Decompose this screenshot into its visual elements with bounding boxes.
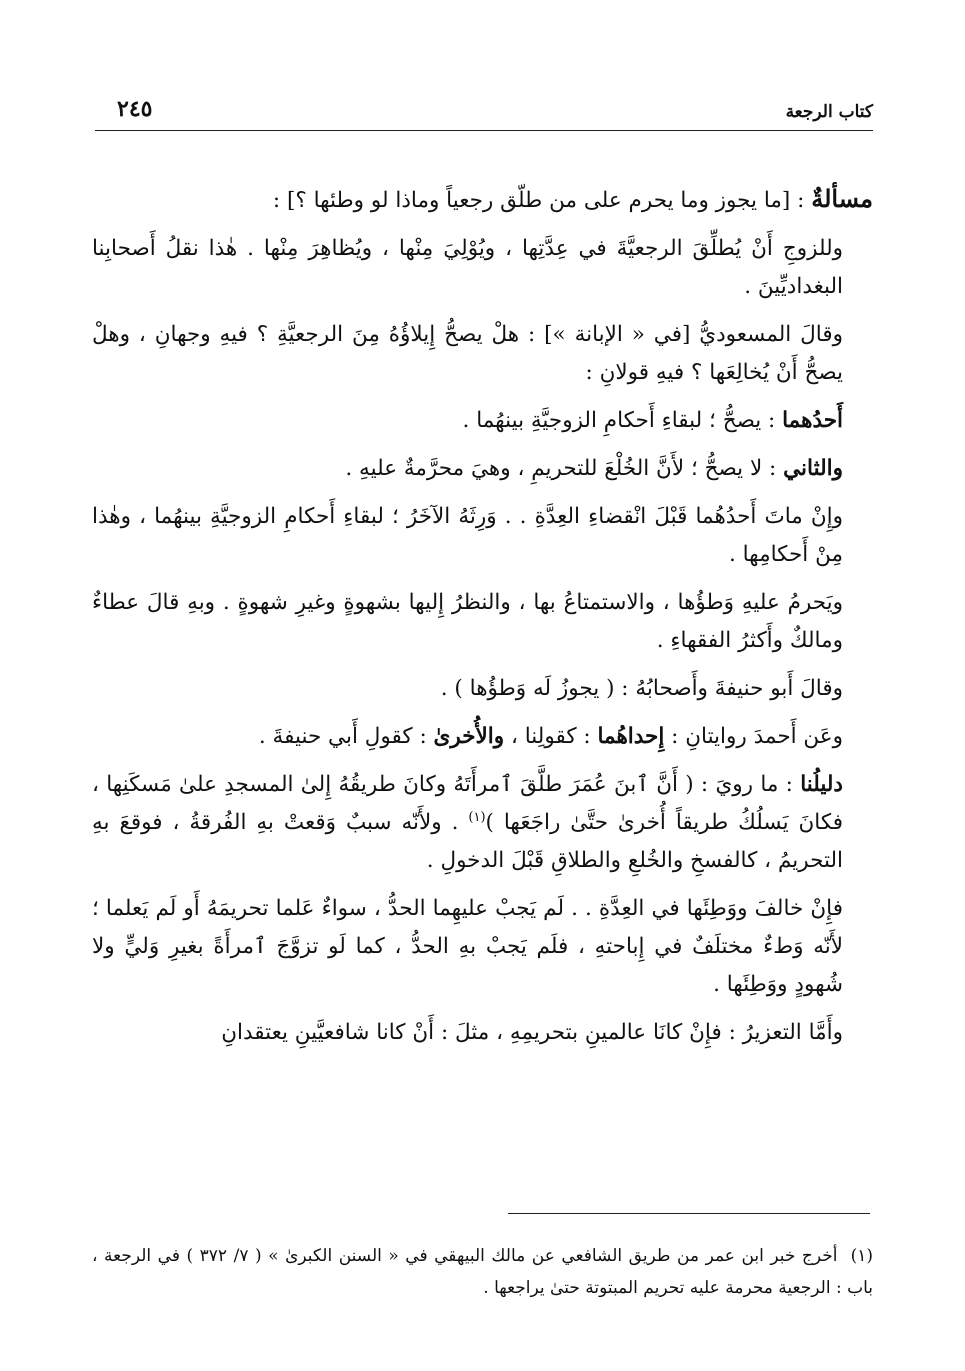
main-text	[92, 180, 873, 1062]
paragraph-10: فإِنْ خالفَ ووَطِئَها في العِدَّةِ . . لَم يَجبْ عليهِما الحدُّ ، سواءٌ عَلما تحريمَهُ أَو لَم يَعلما ؛ لأَنّه وَطءٌ مختلَفٌ في إِباحتهِ ، فلَم يَجبْ بهِ الحدُّ ، كما لَو تزوَّجَ ٱمرأَةً بغيرِ وَليٍّ ولا شُهودٍ ووَطِئَها .	[92, 896, 843, 997]
p3-label: أَحدُهما	[782, 408, 843, 433]
p8-part-c: : كقولِنا ،	[504, 724, 598, 749]
paragraph-9	[92, 766, 873, 880]
footnote-ref[interactable]: (١)	[468, 809, 486, 825]
masala-heading	[92, 180, 873, 220]
p8-part-e: : كقولِ أَبي حنيفةَ .	[258, 724, 434, 749]
paragraph-5: وإِنْ ماتَ أَحدُهُما قَبْلَ انْقضاءِ العِدَّةِ . . وَرِثَهُ الآخَرُ ؛ لبقاءِ أَحكامِ الزوجيَّةِ بينهُما ، وهٰذا مِنْ أَحكامِها .	[92, 504, 843, 567]
p4-label: والثاني	[783, 456, 843, 481]
paragraph-3	[92, 402, 873, 440]
p4-text: : لا يصحُّ ؛ لأَنَّ الخُلْعَ للتحريمِ ، وهيَ محرَّمةٌ عليهِ .	[345, 456, 784, 481]
p3-text: : يصحُّ ؛ لبقاءِ أَحكامِ الزوجيَّةِ بينهُما .	[462, 408, 783, 433]
p8-label-first: إِحداهُما	[597, 724, 665, 749]
masala-title: : [ما يجوز وما يحرم على من طلّق رجعياً وماذا لو وطئها ؟] :	[272, 188, 812, 213]
running-title: كتاب الرجعة	[785, 102, 873, 122]
paragraph-6: ويَحرمُ عليهِ وَطؤُها ، والاستمتاعُ بها ، والنظرُ إِليها بشهوةٍ وغيرِ شهوةٍ . وبهِ قالَ عطاءٌ ومالكٌ وأَكثرُ الفقهاءِ .	[92, 590, 843, 653]
paragraph-11: وأَمَّا التعزيرُ : فإِنْ كانَا عالمينِ بتحريمِهِ ، مثلَ : أَنْ كانا شافعيَّينِ يعتقدانِ	[221, 1020, 843, 1045]
page-header	[95, 84, 873, 131]
paragraph-1: وللزوجِ أَنْ يُطلِّقَ الرجعيَّةَ في عِدَّتِها ، ويُوْلِيَ مِنْها ، ويُظاهِرَ مِنْها . هٰذا نقلُ أَصحابِنا البغداديِّينَ .	[92, 236, 843, 299]
p9-tail: . ولأَنّه سببٌ وَقعتْ بهِ الفُرقةُ ، فوقعَ بهِ التحريمُ ، كالفسخِ والخُلعِ والطلاقِ قَبْلَ الدخولِ .	[92, 810, 843, 873]
paragraph-8	[92, 718, 873, 756]
footnote-text: أخرج خبر ابن عمر من طريق الشافعي عن مالك البيهقي في « السنن الكبرىٰ » ( ٧/ ٣٧٢ ) في الرجعة ، باب : الرجعية محرمة عليه تحريم المبتوتة حتىٰ يراجعها .	[92, 1246, 873, 1298]
p9-label: دليلُنا	[800, 772, 843, 797]
paragraph-4	[92, 450, 873, 488]
footnote-marker: (١)	[850, 1246, 873, 1266]
paragraph-7: وقالَ أَبو حنيفةَ وأَصحابُهُ : ( يجوزُ لَه وَطؤُها ) .	[440, 676, 843, 701]
p8-part-a: وعَن أَحمدَ روايتانِ :	[664, 724, 843, 749]
footnotes	[92, 1240, 873, 1304]
page-number: ٢٤٥	[117, 96, 153, 122]
footnote-1	[92, 1240, 873, 1304]
masala-label: مسألةٌ	[811, 184, 873, 213]
footnote-divider	[508, 1213, 870, 1214]
paragraph-2: وقالَ المسعوديُّ [في « الإبانة »] : هلْ يصحُّ إِيلاؤُهُ مِنَ الرجعيَّةِ ؟ فيهِ وجهانِ ، وهلْ يصحُّ أَنْ يُخالِعَها ؟ فيهِ قولانِ :	[92, 322, 843, 385]
p9-text: : ما رويَ : ( أَنَّ ٱبنَ عُمَرَ طلَّقَ ٱمرأَتَهُ وكانَ طريقُهُ إِلىٰ المسجدِ علىٰ مَسكَنِها ، فكانَ يَسلُكُ طريقاً أُخرىٰ حتَّىٰ راجَعَها )	[92, 772, 843, 835]
p8-label-second: والأُخرىٰ	[433, 724, 505, 749]
